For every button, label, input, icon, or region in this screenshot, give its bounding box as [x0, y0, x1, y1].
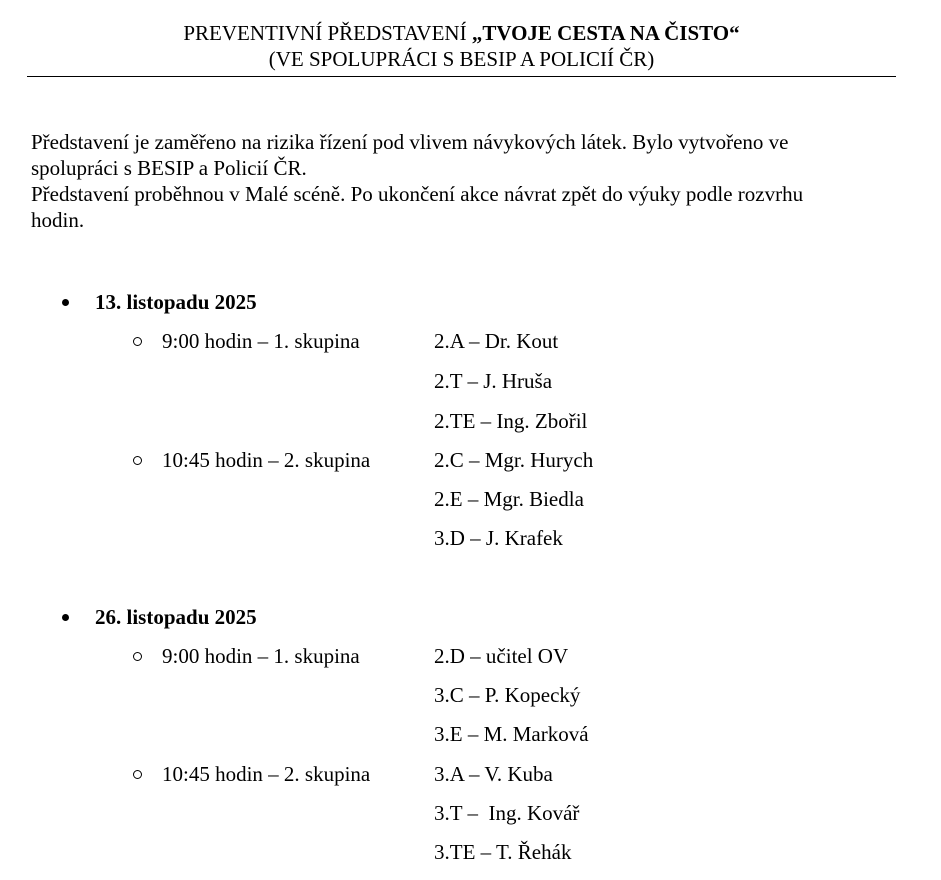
bullet-circle-icon: [133, 337, 142, 346]
intro-paragraph: [31, 129, 901, 233]
bullet-circle-icon: [133, 652, 142, 661]
day-date: 13. listopadu 2025: [95, 290, 257, 314]
intro-line: Představení proběhnou v Malé scéně. Po ukončení akce návrat zpět do výuky podle rozvrhu: [31, 182, 804, 206]
slot-time: 10:45 hodin – 2. skupina: [162, 448, 371, 472]
class-teacher-row: 2.E – Mgr. Biedla: [434, 487, 584, 511]
class-teacher-row: 3.D – J. Krafek: [434, 526, 563, 550]
bullet-disc-icon: [62, 614, 69, 621]
document-title: [27, 20, 896, 46]
bullet-disc-icon: [62, 299, 69, 306]
day-heading: [62, 289, 257, 315]
class-teacher-row: 2.TE – Ing. Zbořil: [434, 409, 588, 433]
slot-time: 9:00 hodin – 1. skupina: [162, 644, 360, 668]
document-subtitle: (VE SPOLUPRÁCI S BESIP A POLICIÍ ČR): [268, 47, 655, 71]
slot-label: [133, 761, 370, 787]
slot-time: 10:45 hodin – 2. skupina: [162, 762, 371, 786]
slot-label: [133, 328, 360, 354]
class-teacher-row: 2.A – Dr. Kout: [434, 329, 559, 353]
class-teacher-row: 3.TE – T. Řehák: [434, 840, 572, 864]
class-teacher-row: 2.C – Mgr. Hurych: [434, 448, 594, 472]
slot-label: [133, 643, 360, 669]
class-teacher-row: 3.E – M. Marková: [434, 722, 589, 746]
day-date: 26. listopadu 2025: [95, 605, 257, 629]
day-heading: [62, 604, 257, 630]
intro-line: hodin.: [31, 208, 85, 232]
class-teacher-row: 3.T – Ing. Kovář: [434, 801, 580, 825]
title-plain-part: PREVENTIVNÍ PŘEDSTAVENÍ: [183, 21, 472, 45]
intro-line: spolupráci s BESIP a Policií ČR.: [31, 156, 307, 180]
slot-label: [133, 447, 370, 473]
title-bold-part: „TVOJE CESTA NA ČISTO“: [471, 21, 740, 45]
bullet-circle-icon: [133, 770, 142, 779]
class-teacher-row: 2.T – J. Hruša: [434, 369, 553, 393]
intro-line: Představení je zaměřeno na rizika řízení pod vlivem návykových látek. Bylo vytvořeno ve: [31, 130, 789, 154]
slot-time: 9:00 hodin – 1. skupina: [162, 329, 360, 353]
class-teacher-row: 3.A – V. Kuba: [434, 762, 553, 786]
class-teacher-row: 2.D – učitel OV: [434, 644, 569, 668]
document-header: [27, 20, 896, 77]
class-teacher-row: 3.C – P. Kopecký: [434, 683, 581, 707]
bullet-circle-icon: [133, 456, 142, 465]
